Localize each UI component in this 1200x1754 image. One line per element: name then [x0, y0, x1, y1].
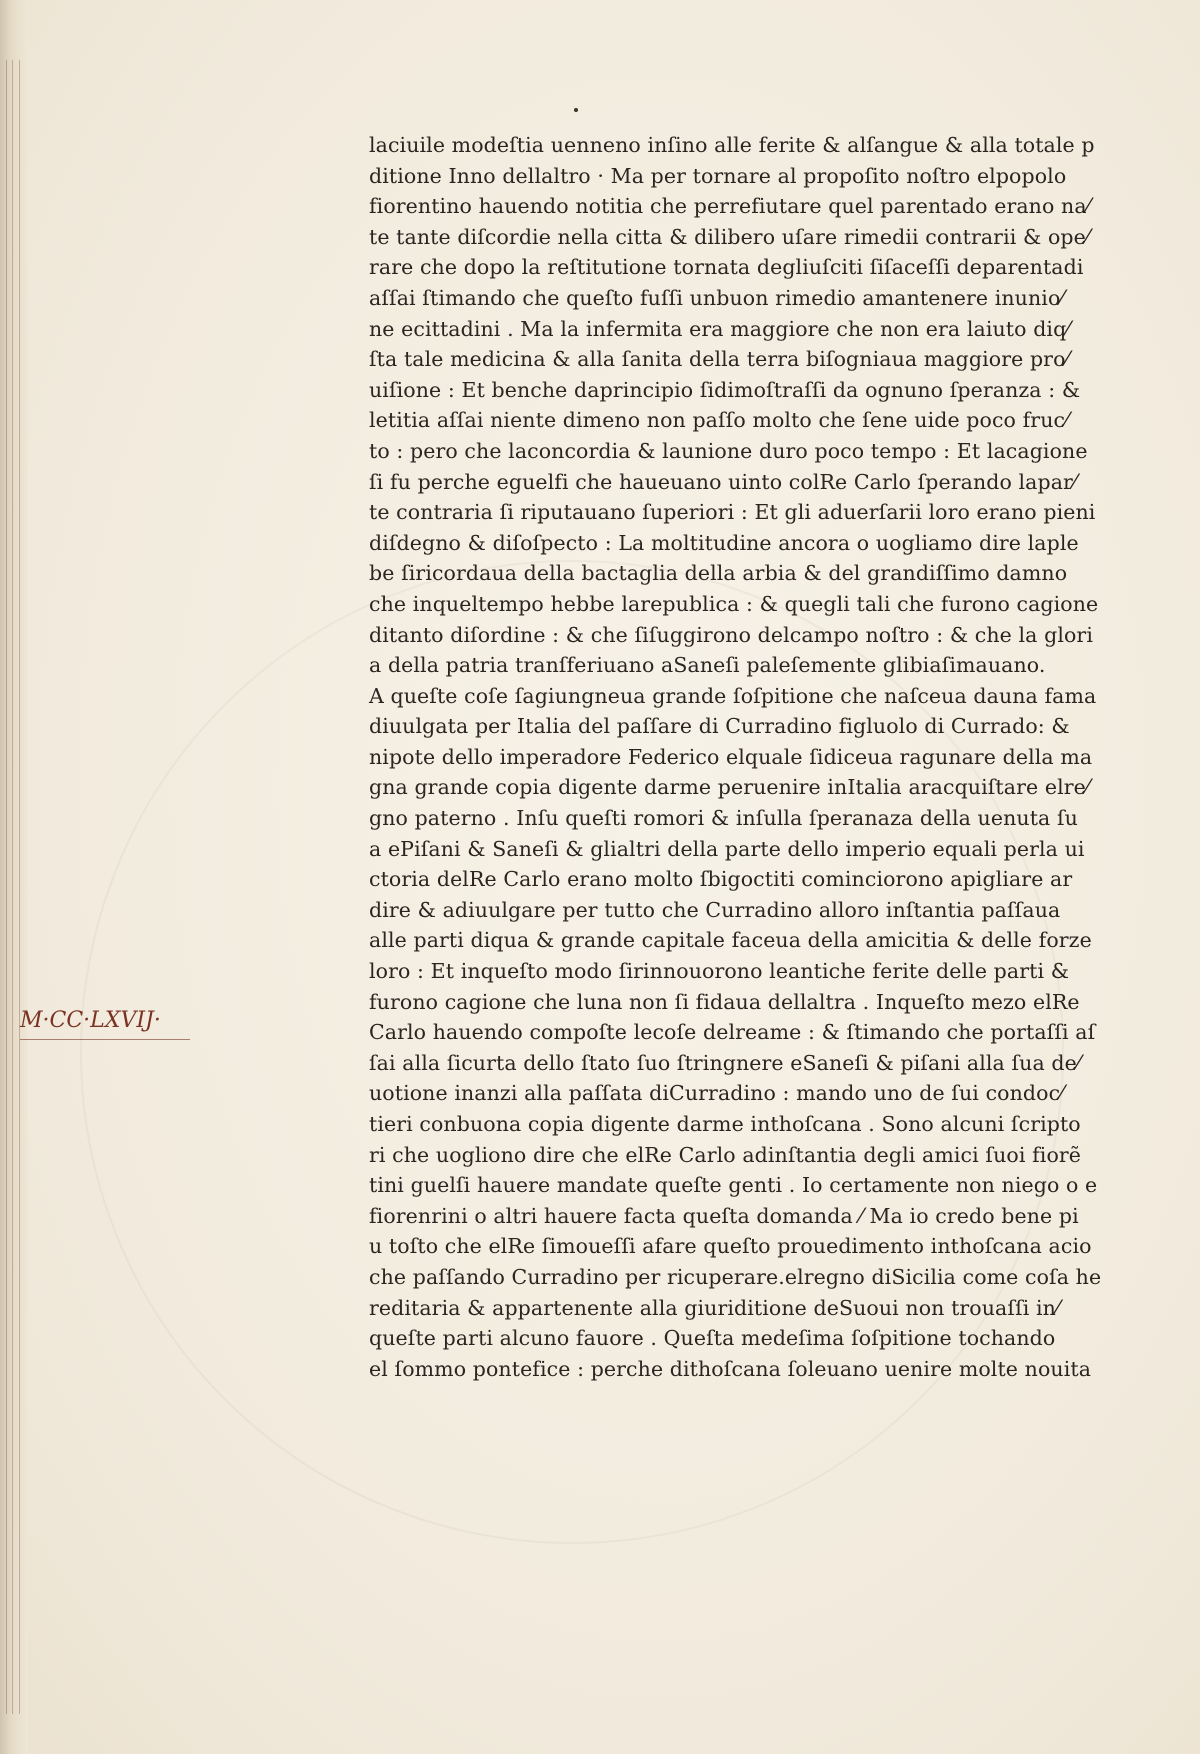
text-line: ditanto diſordine : & che ſiſuggirono delcampo noſtro : & che la glori [369, 622, 1093, 647]
text-line: ſi fu perche eguelfi che haueuano uinto colRe Carlo ſperando lapar⁄ [369, 469, 1077, 494]
text-line: gna grande copia digente darme peruenire inItalia aracquiſtare elre⁄ [369, 775, 1090, 800]
text-line: uiſione : Et benche daprincipio ſidimoſtraſſi da ognuno ſperanza : & [369, 377, 1081, 402]
text-line: laciuile modeſtia uenneno inſino alle ferite & alſangue & alla totale p [369, 133, 1095, 157]
text-line: nipote dello imperadore Federico elquale ſidiceua ragunare della ma [369, 744, 1093, 769]
gutter-edge-line [12, 60, 13, 1714]
text-line: to : pero che laconcordia & launione duro poco tempo : Et lacagione [369, 438, 1088, 463]
text-line: queſte parti alcuno fauore . Queſta medeſima ſoſpitione tochando [369, 1326, 1056, 1351]
text-line: ri che uogliono dire che elRe Carlo adinſtantia degli amici ſuoi fiorẽ [369, 1142, 1082, 1167]
text-line: te contraria ſi riputauano ſuperiori : Et gli aduerſarii loro erano pieni [369, 500, 1096, 525]
text-line: fiorentino hauendo notitia che perrefiutare quel parentado erano na⁄ [369, 194, 1091, 219]
text-line: diſdegno & diſoſpecto : La moltitudine ancora o uogliamo dire laple [369, 530, 1079, 555]
text-line: Carlo hauendo compoſte lecoſe delreame : & ſtimando che portaſſi aſ [369, 1020, 1096, 1045]
margin-date-annotation: M·CC·LXVIJ· [20, 1008, 190, 1040]
text-line: a ePiſani & Saneſi & glialtri della parte dello imperio equali perla ui [369, 836, 1085, 861]
printer-dot-mark [574, 108, 578, 112]
text-line: che paſſando Curradino per ricuperare.elregno diSicilia come coſa he [369, 1264, 1102, 1289]
text-line: alle parti diqua & grande capitale faceua della amicitia & delle forze [369, 928, 1092, 953]
text-line: A queſte coſe ſagiungneua grande ſoſpitione che naſceua dauna fama [369, 683, 1097, 708]
text-line: loro : Et inqueſto modo ſirinnouorono leantiche ferite delle parti & [369, 959, 1070, 984]
text-line: be ſiricordaua della bactaglia della arbia & del grandiſſimo damno [369, 561, 1068, 586]
text-line: ne ecittadini . Ma la infermita era maggiore che non era laiuto diq⁄ [369, 316, 1070, 341]
text-line: tini guelſi hauere mandate queſte genti . Io certamente non niego o e [369, 1173, 1098, 1198]
text-line: fiorenrini o altri hauere facta queſta domanda ⁄ Ma io credo bene pi [369, 1203, 1079, 1228]
text-line: reditaria & appartenente alla giuriditione deSuoui non trouaſſi in⁄ [369, 1295, 1060, 1320]
text-line: te tante diſcordie nella citta & dilibero uſare rimedii contrarii & ope⁄ [369, 224, 1090, 249]
text-line: ctoria delRe Carlo erano molto ſbigoctiti cominciorono apigliare ar [369, 867, 1073, 892]
text-line: aſſai ſtimando che queſto fuſſi unbuon rimedio amantenere inunio⁄ [369, 285, 1064, 310]
text-line: ditione Inno dellaltro · Ma per tornare al propoſito noſtro elpopolo [369, 163, 1067, 188]
text-line: tieri conbuona copia digente darme inthoſcana . Sono alcuni ſcripto [369, 1112, 1081, 1136]
text-line: furono cagione che luna non ſi fidaua dellaltra . Inqueſto mezo elRe [369, 989, 1080, 1014]
gutter-edge-line [19, 60, 20, 1714]
text-line: u toſto che elRe ſimoueſſi afare queſto prouedimento inthoſcana acio [369, 1234, 1092, 1259]
text-line: letitia aſſai niente dimeno non paſſo molto che ſene uide poco fruc⁄ [369, 408, 1069, 433]
text-line: che inqueltempo hebbe larepublica : & quegli tali che furono cagione [369, 591, 1099, 616]
text-line: a della patria tranſferiuano aSaneſi paleſemente glibiaſimauano. [369, 653, 1046, 678]
text-line: ſai alla ſicurta dello ſtato ſuo ſtringnere eSaneſi & piſani alla ſua de⁄ [369, 1050, 1081, 1075]
text-line: el ſommo pontefice : perche dithoſcana ſoleuano uenire molte nouita [369, 1356, 1092, 1381]
gutter-edge-line [6, 60, 7, 1714]
text-line: uotione inanzi alla paſſata diCurradino : mando uno de ſui condoc⁄ [369, 1081, 1064, 1106]
text-line: gno paterno . Inſu queſti romori & inſulla ſperanaza della uenuta ſu [369, 806, 1078, 831]
page-gutter [0, 0, 28, 1754]
text-line: rare che dopo la reſtitutione tornata degliuſciti ſiſaceſſi deparentadi [369, 255, 1084, 280]
text-line: ſta tale medicina & alla ſanita della terra biſogniaua maggiore pro⁄ [369, 347, 1070, 372]
text-line: diuulgata per Italia del paſſare di Curradino figluolo di Currado: & [369, 714, 1070, 739]
body-text [369, 130, 1114, 1384]
text-line: dire & adiuulgare per tutto che Curradino alloro inſtantia paſſaua [369, 897, 1061, 922]
